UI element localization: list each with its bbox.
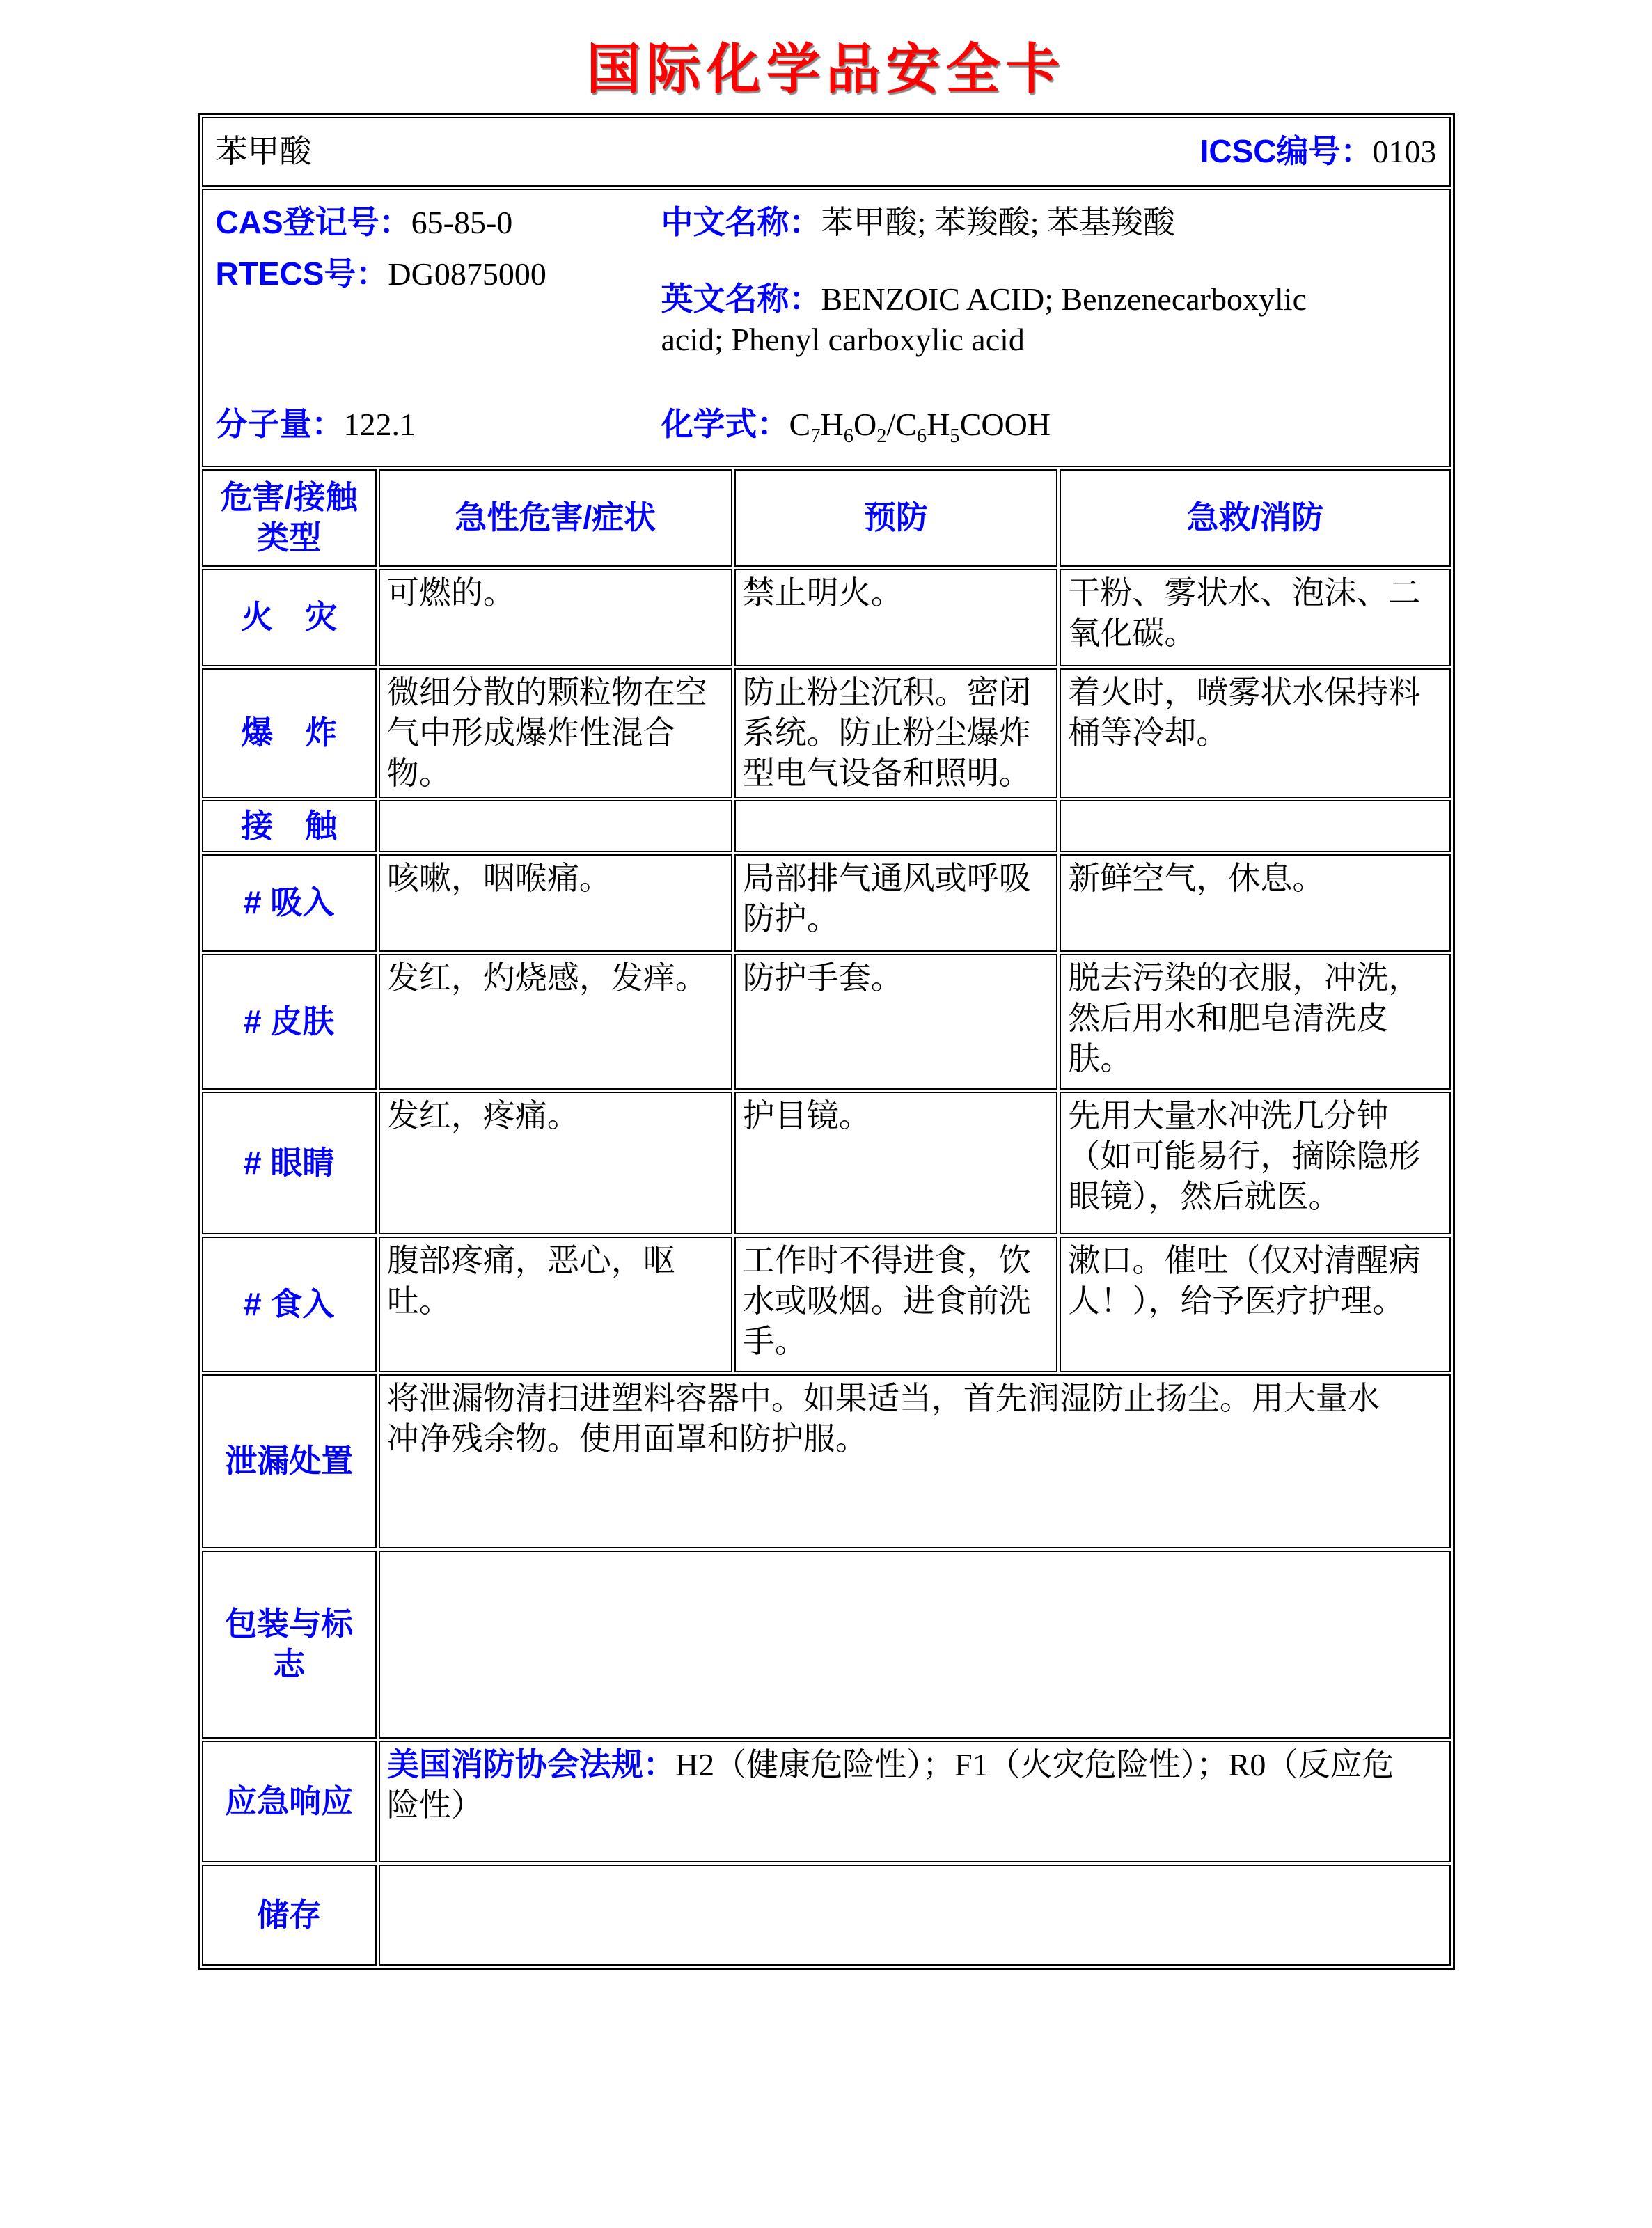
skin-prevention-cell: 防护手套。 — [734, 954, 1058, 1090]
english-name-label: 英文名称： — [661, 281, 821, 317]
emergency-response-text — [387, 1745, 1397, 1826]
contact-type-label: 接 触 — [202, 800, 377, 852]
icsc-number — [1200, 132, 1437, 172]
chinese-name-label: 中文名称： — [661, 204, 821, 241]
storage-label: 储存 — [202, 1865, 377, 1966]
row-ingestion — [202, 1237, 1451, 1372]
identity-row — [202, 189, 1451, 467]
rtecs-value: DG0875000 — [388, 256, 546, 292]
explosion-prevention-cell: 防止粉尘沉积。密闭系统。防止粉尘爆炸型电气设备和照明。 — [734, 668, 1058, 798]
inhalation-type-label: # 吸入 — [202, 854, 377, 952]
page-title: 国际化学品安全卡 — [586, 38, 1066, 100]
chemical-formula — [661, 405, 1437, 449]
inhalation-prevention-cell: 局部排气通风或呼吸防护。 — [734, 854, 1058, 952]
eyes-type-label: # 眼睛 — [202, 1092, 377, 1234]
ingestion-symptoms-cell: 腹部疼痛，恶心，呕吐。 — [379, 1237, 732, 1372]
ingestion-type-label: # 食入 — [202, 1237, 377, 1372]
skin-type-label: # 皮肤 — [202, 954, 377, 1090]
cas-value: 65-85-0 — [411, 205, 513, 241]
row-contact — [202, 800, 1451, 852]
english-name-value: BENZOIC ACID; Benzenecarboxylic acid; Phenyl carboxylic acid — [661, 281, 1307, 358]
emergency-response-label: 应急响应 — [202, 1741, 377, 1862]
chemical-name: 苯甲酸 — [215, 134, 312, 170]
fire-symptoms-cell: 可燃的。 — [379, 569, 732, 666]
molecular-weight-value: 122.1 — [343, 407, 416, 443]
contact-prevention-cell — [734, 800, 1058, 852]
header-hazard-type: 危害/接触类型 — [202, 469, 377, 567]
chemical-formula-value: $C_7H_6O_2/C_6H_5COOH$ — [789, 407, 1051, 448]
row-spill-disposal — [202, 1374, 1451, 1548]
eyes-prevention-cell: 护目镜。 — [734, 1092, 1058, 1234]
eyes-response-cell: 先用大量水冲洗几分钟（如可能易行，摘除隐形眼镜），然后就医。 — [1060, 1092, 1450, 1234]
eyes-symptoms-cell: 发红，疼痛。 — [379, 1092, 732, 1234]
row-packaging-labelling — [202, 1551, 1451, 1739]
row-storage — [202, 1865, 1451, 1966]
chemical-name-cell — [202, 117, 1451, 187]
explosion-symptoms-cell: 微细分散的颗粒物在空气中形成爆炸性混合物。 — [379, 668, 732, 798]
nfpa-code-label: 美国消防协会法规： — [386, 1746, 675, 1783]
fire-response-cell: 干粉、雾状水、泡沫、二氧化碳。 — [1060, 569, 1450, 666]
packaging-labelling-label: 包装与标志 — [202, 1551, 377, 1739]
fire-type-label: 火 灾 — [202, 569, 377, 666]
chinese-name-value: 苯甲酸; 苯羧酸; 苯基羧酸 — [821, 205, 1176, 241]
header-prevention: 预防 — [734, 469, 1058, 567]
emergency-response-content — [379, 1741, 1451, 1862]
skin-response-cell: 脱去污染的衣服，冲洗，然后用水和肥皂清洗皮肤。 — [1060, 954, 1450, 1090]
contact-response-cell — [1060, 800, 1450, 852]
storage-content — [379, 1865, 1451, 1966]
icsc-card-table — [198, 113, 1455, 1970]
spill-disposal-label: 泄漏处置 — [202, 1374, 377, 1548]
header-acute-hazards: 急性危害/症状 — [379, 469, 732, 567]
icsc-number-value: 0103 — [1372, 134, 1437, 170]
rtecs-number — [216, 254, 661, 295]
ingestion-response-cell: 漱口。催吐（仅对清醒病人！），给予医疗护理。 — [1060, 1237, 1450, 1372]
packaging-labelling-content — [379, 1551, 1451, 1739]
molecular-weight — [216, 405, 661, 449]
nfpa-code-value: H2（健康危险性）；F1（火灾危险性）；R0（反应危险性） — [386, 1747, 1394, 1823]
contact-symptoms-cell — [379, 800, 732, 852]
identity-cell — [202, 189, 1451, 467]
molecular-weight-label: 分子量： — [215, 406, 344, 443]
chinese-name — [661, 203, 1437, 243]
explosion-type-label: 爆 炸 — [202, 668, 377, 798]
row-emergency-response — [202, 1741, 1451, 1862]
row-inhalation — [202, 854, 1451, 952]
cas-number — [216, 203, 661, 243]
registry-numbers — [216, 203, 661, 360]
skin-symptoms-cell: 发红，灼烧感，发痒。 — [379, 954, 732, 1090]
inhalation-response-cell: 新鲜空气，休息。 — [1060, 854, 1450, 952]
english-name — [661, 279, 1347, 360]
chemical-names — [661, 203, 1437, 360]
row-eyes — [202, 1092, 1451, 1234]
row-explosion — [202, 668, 1451, 798]
rtecs-label: RTECS号： — [215, 256, 388, 292]
ingestion-prevention-cell: 工作时不得进食，饮水或吸烟。进食前洗手。 — [734, 1237, 1058, 1372]
icsc-number-label: ICSC编号： — [1199, 133, 1373, 170]
spill-disposal-content — [379, 1374, 1451, 1548]
spill-disposal-text: 将泄漏物清扫进塑料容器中。如果适当，首先润湿防止扬尘。用大量水冲净残余物。使用面罩和防护服。 — [386, 1381, 1380, 1457]
header-first-aid: 急救/消防 — [1060, 469, 1450, 567]
hazard-header-row — [202, 469, 1451, 567]
row-fire — [202, 569, 1451, 666]
inhalation-symptoms-cell: 咳嗽，咽喉痛。 — [379, 854, 732, 952]
row-skin — [202, 954, 1451, 1090]
fire-prevention-cell: 禁止明火。 — [734, 569, 1058, 666]
cas-label: CAS登记号： — [215, 204, 411, 241]
explosion-response-cell: 着火时，喷雾状水保持料桶等冷却。 — [1060, 668, 1450, 798]
chemical-formula-label: 化学式： — [661, 406, 789, 443]
chemical-name-row — [202, 117, 1451, 187]
